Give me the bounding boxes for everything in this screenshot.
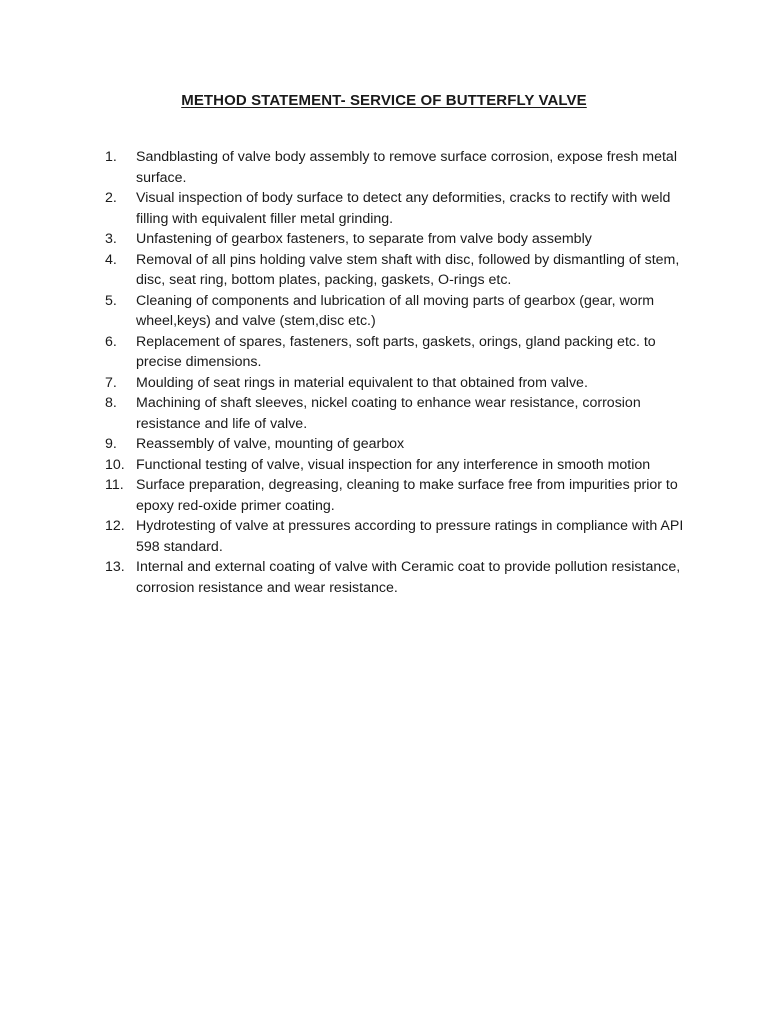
step-text: Reassembly of valve, mounting of gearbox — [136, 436, 405, 452]
list-item — [105, 516, 685, 557]
list-item — [105, 373, 685, 394]
list-item — [105, 434, 685, 455]
step-number: 1. — [105, 149, 117, 165]
list-item — [105, 229, 685, 250]
list-item — [105, 332, 685, 373]
step-text: Unfastening of gearbox fasteners, to separate from valve body assembly — [136, 231, 592, 247]
list-item — [105, 291, 685, 332]
step-number: 7. — [105, 374, 117, 391]
list-item — [105, 455, 685, 476]
step-number: 3. — [105, 231, 117, 247]
list-item — [105, 250, 685, 291]
step-text: Functional testing of valve, visual inspection for any interference in smooth motion — [136, 456, 651, 473]
step-number: 13. — [105, 559, 125, 575]
step-number: 4. — [105, 251, 117, 268]
list-item — [105, 147, 685, 188]
step-text: Visual inspection of body surface to detect any deformities, cracks to rectify with weld filling with equivalent filler metal grinding. — [136, 190, 671, 227]
list-item — [105, 393, 685, 434]
step-text: Surface preparation, degreasing, cleaning to make surface free from impurities prior to epoxy red-oxide primer coating. — [136, 477, 678, 514]
document-title: METHOD STATEMENT- SERVICE OF BUTTERFLY VALVE — [181, 92, 587, 109]
step-text: Machining of shaft sleeves, nickel coating to enhance wear resistance, corrosion resistance and life of valve. — [136, 395, 641, 432]
step-number: 2. — [105, 190, 117, 206]
method-steps-list — [105, 147, 685, 598]
step-text: Hydrotesting of valve at pressures according to pressure ratings in compliance with API 598 standard. — [136, 518, 684, 555]
step-text: Sandblasting of valve body assembly to remove surface corrosion, expose fresh metal surface. — [136, 149, 677, 186]
step-number: 8. — [105, 395, 117, 411]
step-text: Cleaning of components and lubrication of all moving parts of gearbox (gear, worm wheel,keys) and valve (stem,disc etc.) — [136, 292, 655, 329]
step-text: Replacement of spares, fasteners, soft parts, gaskets, orings, gland packing etc. to precise dimensions. — [136, 333, 656, 370]
step-number: 5. — [105, 292, 117, 309]
step-number: 11. — [105, 477, 124, 493]
list-item — [105, 188, 685, 229]
step-number: 6. — [105, 333, 117, 350]
step-number: 10. — [105, 456, 125, 473]
step-text: Removal of all pins holding valve stem shaft with disc, followed by dismantling of stem, disc, seat ring, bottom plates, packing, gaskets, O-rings etc. — [136, 251, 680, 288]
step-number: 9. — [105, 436, 117, 452]
list-item — [105, 557, 685, 598]
step-text: Internal and external coating of valve with Ceramic coat to provide pollution resistance, corrosion resistance and wear resistance. — [136, 559, 681, 596]
list-item — [105, 475, 685, 516]
step-number: 12. — [105, 518, 125, 534]
step-text: Moulding of seat rings in material equivalent to that obtained from valve. — [136, 374, 588, 391]
